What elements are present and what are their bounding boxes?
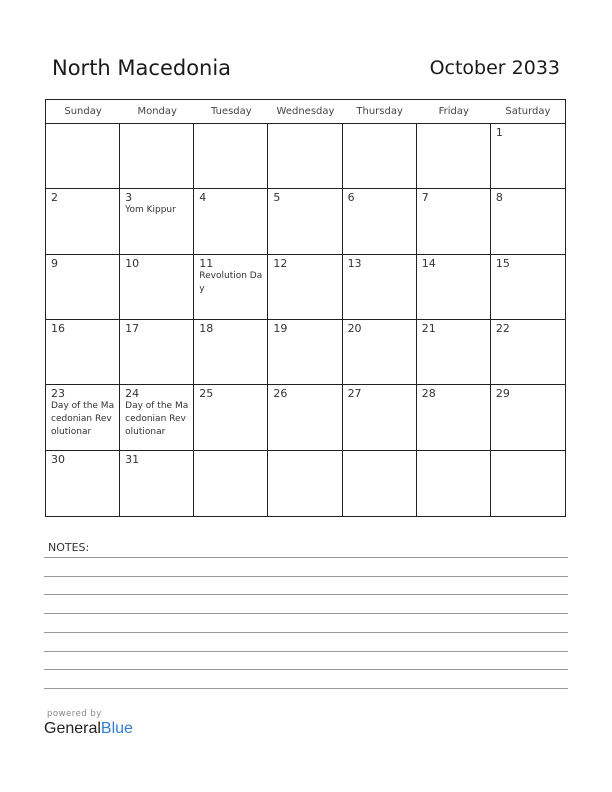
day-number: 17 bbox=[125, 322, 140, 335]
day-number: 28 bbox=[421, 387, 436, 401]
day-number: 1 bbox=[495, 126, 503, 139]
weekday-header: Friday bbox=[438, 106, 469, 117]
holiday-label: Revolution Day bbox=[199, 270, 263, 294]
notes-line bbox=[44, 613, 568, 614]
day-number: 14 bbox=[421, 256, 436, 270]
day-cell bbox=[46, 451, 120, 516]
calendar-table bbox=[45, 99, 566, 517]
day-number: 29 bbox=[495, 387, 510, 401]
notes-line bbox=[44, 557, 568, 558]
day-number: 8 bbox=[495, 191, 503, 205]
day-number: 26 bbox=[273, 387, 288, 401]
day-number: 19 bbox=[273, 322, 288, 335]
notes-line bbox=[44, 688, 568, 689]
day-cell bbox=[268, 189, 342, 254]
day-cell bbox=[343, 451, 417, 516]
day-number: 16 bbox=[51, 322, 65, 335]
day-cell bbox=[194, 385, 268, 450]
day-cell bbox=[491, 189, 565, 254]
day-cell bbox=[46, 124, 120, 189]
day-number: 11 bbox=[199, 256, 214, 270]
day-number: 25 bbox=[199, 387, 214, 401]
day-cell bbox=[417, 255, 491, 320]
weekday-header: Wednesday bbox=[276, 106, 335, 117]
day-cell bbox=[120, 385, 194, 450]
day-cell bbox=[120, 189, 194, 254]
calendar-month-title: October 2033 bbox=[429, 57, 560, 79]
holiday-label: Day of the Macedonian Revolutionar bbox=[125, 401, 189, 438]
weekday-header: Saturday bbox=[505, 106, 551, 117]
day-cell bbox=[268, 385, 342, 450]
day-cell bbox=[491, 385, 565, 450]
day-number: 13 bbox=[347, 256, 362, 270]
day-cell bbox=[417, 451, 491, 516]
notes-label: NOTES: bbox=[48, 541, 90, 554]
day-number: 7 bbox=[421, 191, 429, 205]
generalblue-logo[interactable] bbox=[44, 720, 133, 738]
notes-line bbox=[44, 669, 568, 670]
day-cell bbox=[120, 255, 194, 320]
day-cell bbox=[46, 385, 120, 450]
weekday-header: Sunday bbox=[64, 106, 102, 117]
holiday-label: Day of the Macedonian Revolutionar bbox=[51, 401, 115, 438]
day-cell bbox=[46, 320, 120, 385]
calendar-country-title: North Macedonia bbox=[52, 56, 232, 80]
day-cell bbox=[343, 124, 417, 189]
day-cell bbox=[194, 124, 268, 189]
notes-line bbox=[44, 594, 568, 595]
day-cell bbox=[120, 124, 194, 189]
day-cell bbox=[417, 385, 491, 450]
day-number: 23 bbox=[51, 387, 65, 401]
day-cell bbox=[491, 124, 565, 189]
day-cell bbox=[194, 320, 268, 385]
day-number: 21 bbox=[421, 322, 436, 335]
day-cell bbox=[268, 451, 342, 516]
day-number: 10 bbox=[125, 256, 140, 270]
notes-line bbox=[44, 651, 568, 652]
day-cell bbox=[417, 189, 491, 254]
logo-general-text: General bbox=[44, 720, 101, 737]
day-number: 4 bbox=[199, 191, 207, 205]
day-number: 18 bbox=[199, 322, 214, 335]
day-number: 12 bbox=[273, 256, 288, 270]
day-number: 9 bbox=[51, 256, 58, 270]
day-number: 3 bbox=[125, 191, 133, 205]
day-cell bbox=[343, 255, 417, 320]
day-number: 30 bbox=[51, 452, 65, 466]
day-cell bbox=[120, 451, 194, 516]
day-cell bbox=[491, 255, 565, 320]
day-cell bbox=[46, 189, 120, 254]
weekday-header-row bbox=[46, 100, 565, 124]
notes-line bbox=[44, 576, 568, 577]
weekday-header: Tuesday bbox=[211, 106, 252, 117]
day-number: 2 bbox=[51, 191, 58, 205]
day-cell bbox=[268, 255, 342, 320]
logo-blue-text: Blue bbox=[100, 720, 133, 737]
day-cell bbox=[120, 320, 194, 385]
weekday-header: Thursday bbox=[356, 106, 403, 117]
day-cell bbox=[343, 189, 417, 254]
day-cell bbox=[491, 451, 565, 516]
day-cell bbox=[46, 255, 120, 320]
day-cell bbox=[417, 124, 491, 189]
day-number: 31 bbox=[125, 452, 140, 466]
weekday-header: Monday bbox=[137, 106, 177, 117]
day-cell bbox=[268, 320, 342, 385]
notes-line bbox=[44, 632, 568, 633]
day-number: 27 bbox=[347, 387, 362, 401]
day-number: 5 bbox=[273, 191, 281, 205]
powered-by-text: powered by bbox=[47, 709, 102, 719]
day-cell bbox=[491, 320, 565, 385]
day-number: 15 bbox=[495, 256, 510, 270]
day-cell bbox=[194, 451, 268, 516]
day-cell bbox=[194, 255, 268, 320]
day-cell bbox=[268, 124, 342, 189]
holiday-label: Yom Kippur bbox=[125, 205, 176, 216]
day-number: 6 bbox=[347, 191, 355, 205]
day-cell bbox=[194, 189, 268, 254]
day-number: 22 bbox=[495, 322, 510, 335]
day-cell bbox=[417, 320, 491, 385]
day-number: 24 bbox=[125, 387, 140, 401]
day-cell bbox=[343, 385, 417, 450]
day-number: 20 bbox=[347, 322, 362, 335]
calendar-day-grid bbox=[46, 124, 565, 516]
day-cell bbox=[343, 320, 417, 385]
